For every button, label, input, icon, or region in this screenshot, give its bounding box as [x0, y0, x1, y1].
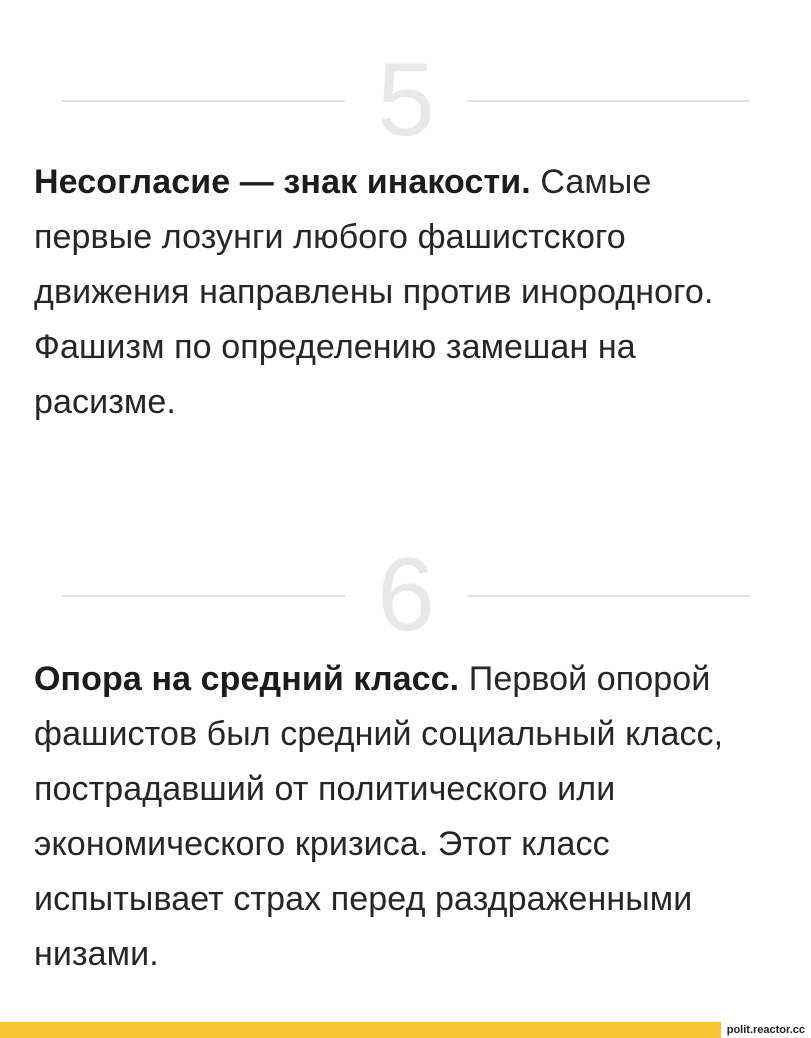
- section-heading: Несогласие — знак инакости.: [34, 163, 531, 201]
- section-paragraph: [34, 652, 779, 982]
- divider-right: [467, 100, 750, 102]
- section-number-row: [0, 537, 811, 653]
- divider-right: [467, 595, 750, 597]
- section-6: [0, 537, 811, 653]
- watermark: polit.reactor.cc: [721, 1022, 811, 1038]
- section-number-row: [0, 42, 811, 158]
- section-body: Самые первые лозунги любого фашистского движения направлены против инородного. Фашизм по определению замешан на расизме.: [34, 163, 714, 421]
- footer-bar: [0, 1022, 811, 1038]
- divider-left: [62, 595, 345, 597]
- section-paragraph: [34, 155, 779, 430]
- section-heading: Опора на средний класс.: [34, 660, 460, 698]
- section-number: 6: [377, 537, 435, 653]
- divider-left: [62, 100, 345, 102]
- section-body: Первой опорой фашистов был средний социальный класс, пострадавший от политического или экономического кризиса. Этот класс испытывает страх перед раздраженными низами.: [34, 660, 724, 973]
- section-number: 5: [377, 42, 435, 158]
- section-5: [0, 42, 811, 158]
